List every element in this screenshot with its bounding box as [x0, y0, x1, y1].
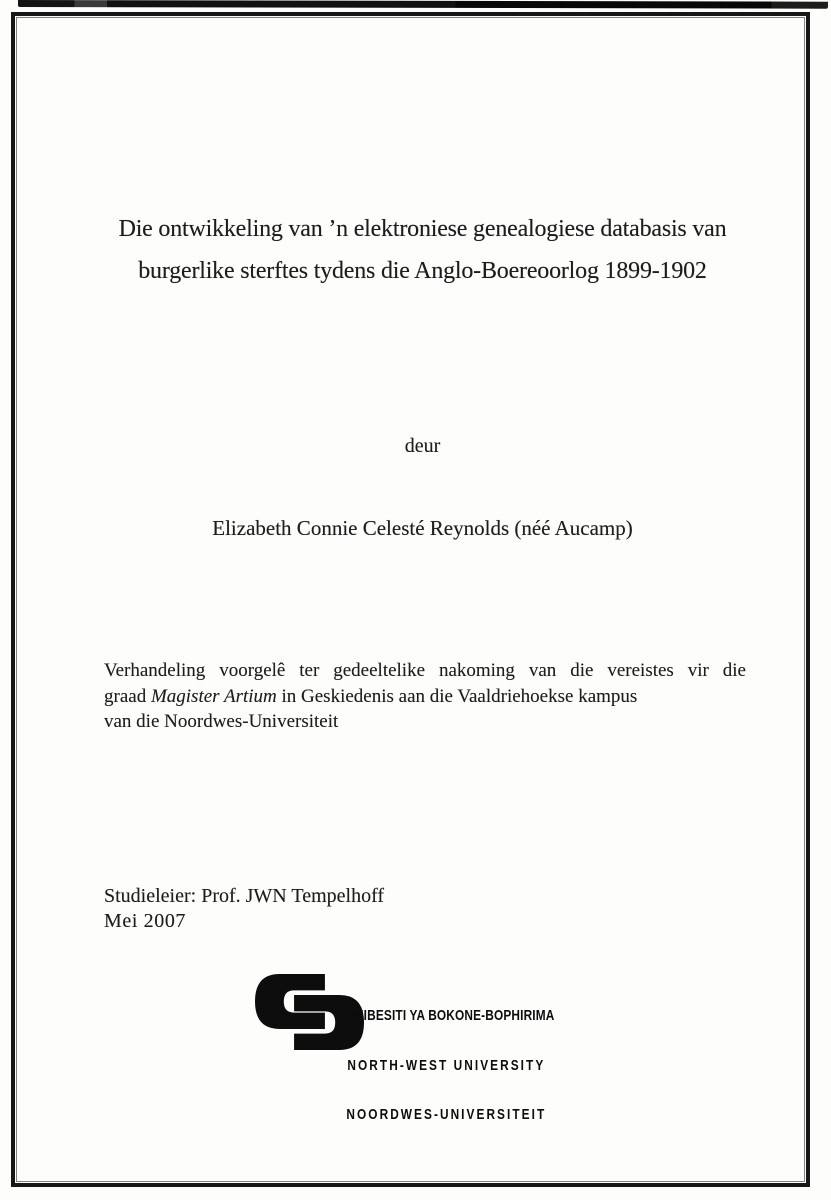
- logo-text-line1: YUNIBESITI YA BOKONE-BOPHIRIMA: [338, 1007, 555, 1024]
- statement-line2: [104, 684, 746, 710]
- date-line: Mei 2007: [104, 910, 187, 932]
- statement-line2-suffix: in Geskiedenis aan die Vaaldriehoekse kampus: [276, 685, 638, 707]
- logo-text-line3: NOORDWES-UNIVERSITEIT: [346, 1106, 547, 1123]
- statement-line3: van die Noordwes-Universiteit: [104, 711, 339, 732]
- degree-statement: [104, 658, 746, 735]
- thesis-title-line1: Die ontwikkeling van ’n elektroniese genealogiese databasis van: [118, 216, 727, 242]
- author-name: Elizabeth Connie Celesté Reynolds (néé Aucamp): [212, 516, 633, 540]
- nwu-logo-text: [316, 975, 577, 1157]
- degree-name-italic: Magister Artium: [150, 685, 277, 707]
- supervisor-block: [104, 884, 384, 934]
- scan-edge-artifact: [18, 0, 828, 9]
- statement-line2-prefix: graad: [104, 685, 151, 707]
- supervisor-line: Studieleier: Prof. JWN Tempelhoff: [104, 885, 385, 907]
- byline-deur: deur: [404, 435, 441, 457]
- thesis-title-line2: burgerlike sterftes tydens die Anglo-Boereoorlog 1899-1902: [138, 258, 707, 284]
- logo-text-line2: NORTH-WEST UNIVERSITY: [347, 1056, 546, 1074]
- statement-line1: Verhandeling voorgelê ter gedeeltelike nakoming van die vereistes vir die: [104, 660, 746, 681]
